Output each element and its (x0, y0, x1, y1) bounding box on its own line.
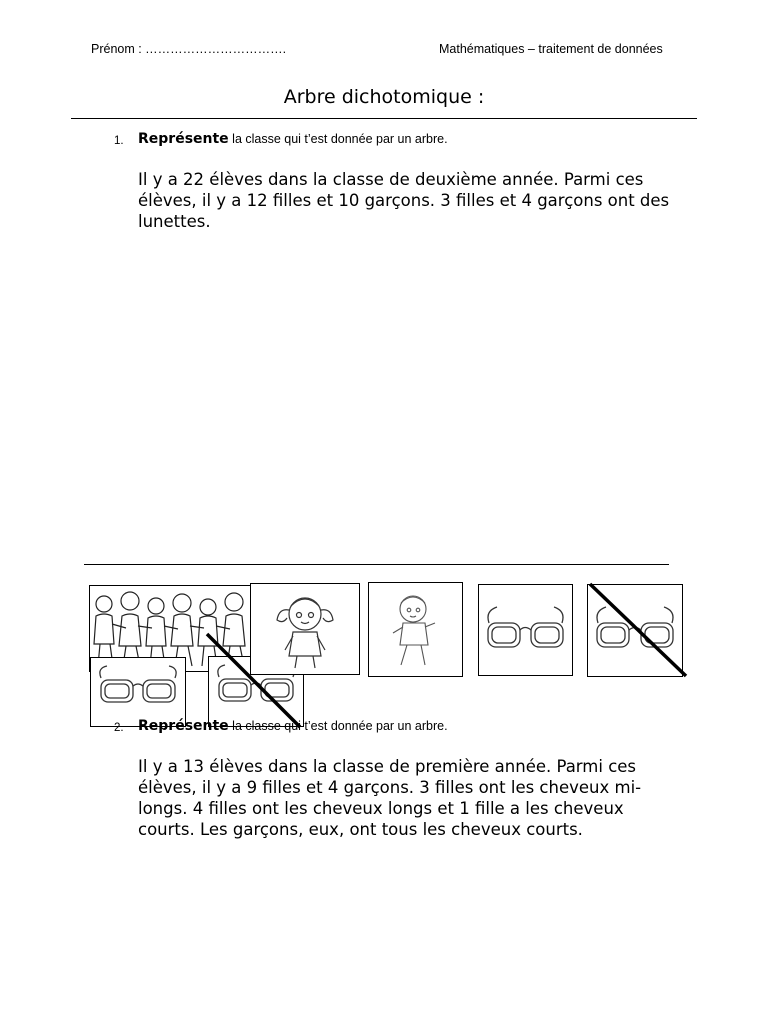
page-title: Arbre dichotomique : (283, 86, 485, 108)
exercise-2-text: Il y a 13 élèves dans la classe de première année. Parmi ces élèves, il y a 9 filles et 4 garçons. 3 filles ont les cheveux mi-longs. 4 filles ont les cheveux longs et 1 fille a les cheveux courts. Les garçons, eux, ont tous les cheveux courts. (138, 757, 642, 839)
subject-header: Mathématiques – traitement de données (439, 42, 663, 56)
exercise-1-instruction-text: la classe qui t’est donnée par un arbre. (228, 132, 448, 146)
exercise-1-number: 1. (114, 135, 124, 147)
cross-out-line (590, 584, 686, 676)
exercise-2-instruction-text: la classe qui t’est donnée par un arbre. (228, 719, 448, 733)
exercise-2-number: 2. (114, 722, 124, 734)
exercise-2-verb: Représente (138, 718, 229, 734)
student-name-field: Prénom : ……………………………. (91, 42, 287, 56)
exercise-1-verb: Représente (138, 131, 229, 147)
exercise-2-instruction (138, 718, 448, 734)
exercise-1-text: Il y a 22 élèves dans la classe de deuxième année. Parmi ces élèves, il y a 12 filles et 10 garçons. 3 filles et 4 garçons ont des lunettes. (138, 170, 670, 231)
cross-out-line-small (207, 634, 300, 727)
